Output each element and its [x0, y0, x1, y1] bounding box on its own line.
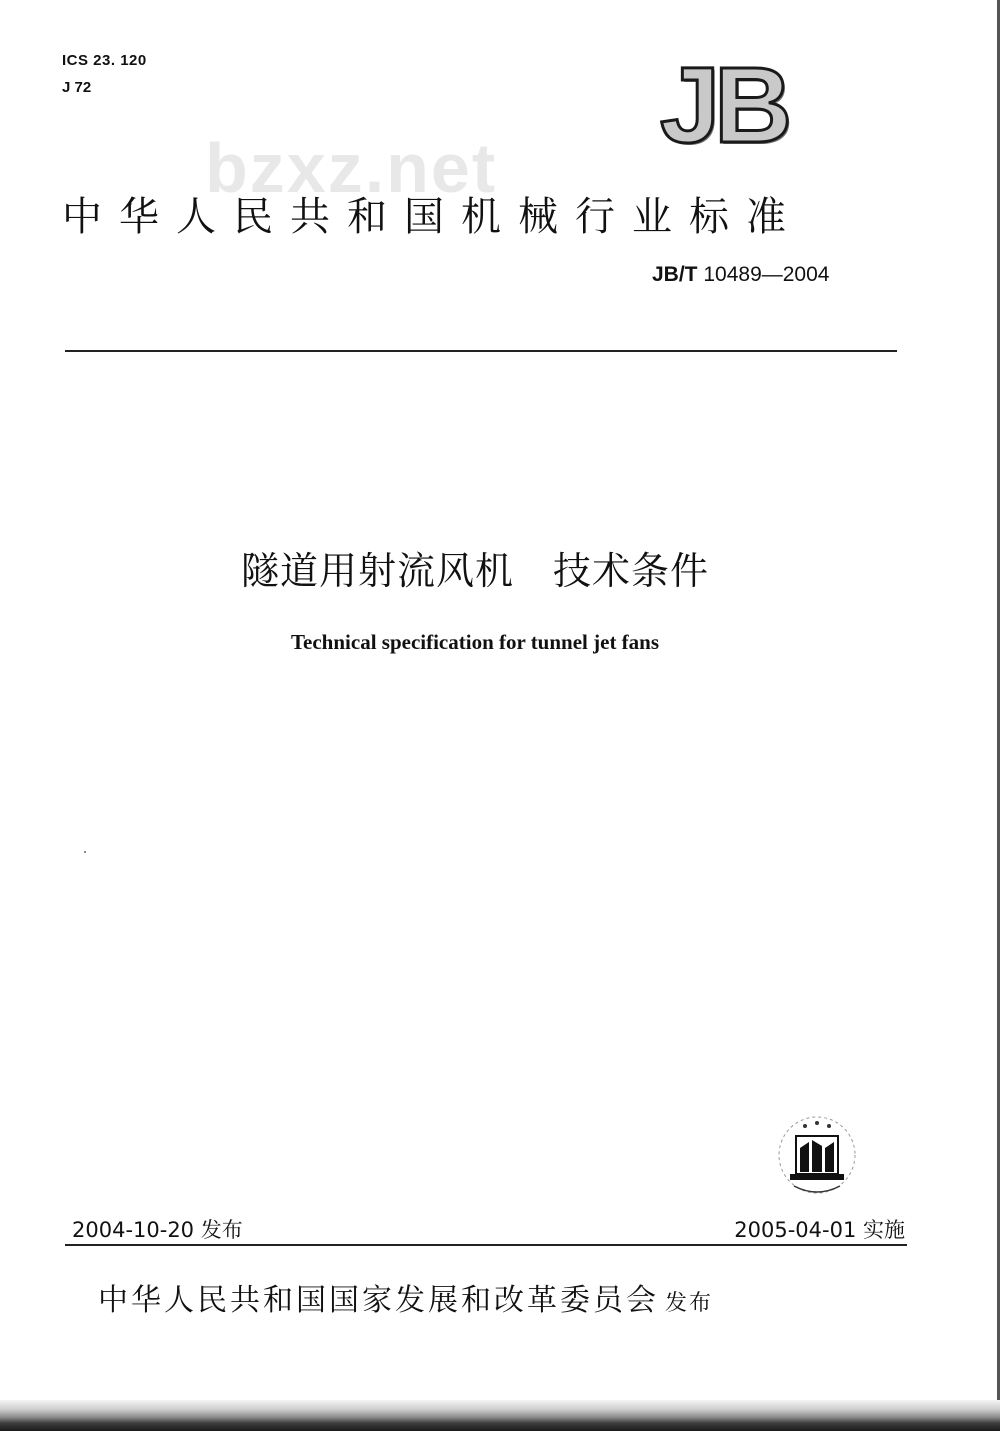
scan-speck	[84, 851, 86, 853]
issuer-suffix: 发布	[665, 1291, 714, 1316]
implementation-date: 2005-04-01 实施	[734, 1218, 905, 1242]
standard-prefix: JB/T	[652, 263, 698, 286]
standard-number-value: 10489—2004	[703, 263, 830, 286]
scan-bottom-edge	[0, 1400, 1000, 1431]
jb-logo: JB	[660, 44, 787, 165]
issuer	[98, 1275, 713, 1319]
document-title-en: Technical specification for tunnel jet fans	[290, 630, 660, 654]
watermark: bzxz.net	[205, 129, 498, 207]
issuer-name: 中华人民共和国国家发展和改革委员会	[98, 1283, 659, 1318]
ics-code: ICS 23. 120	[62, 52, 147, 69]
document-title-cn: 隧道用射流风机 技术条件	[240, 549, 709, 593]
header-divider	[65, 350, 897, 352]
issue-date: 2004-10-20 发布	[72, 1218, 243, 1242]
publisher-seal-icon	[776, 1112, 858, 1198]
standard-type-title: 中华人民共和国机械行业标准	[62, 194, 803, 240]
j-code: J 72	[62, 79, 92, 96]
standard-number	[652, 263, 829, 287]
footer-divider	[65, 1244, 907, 1246]
